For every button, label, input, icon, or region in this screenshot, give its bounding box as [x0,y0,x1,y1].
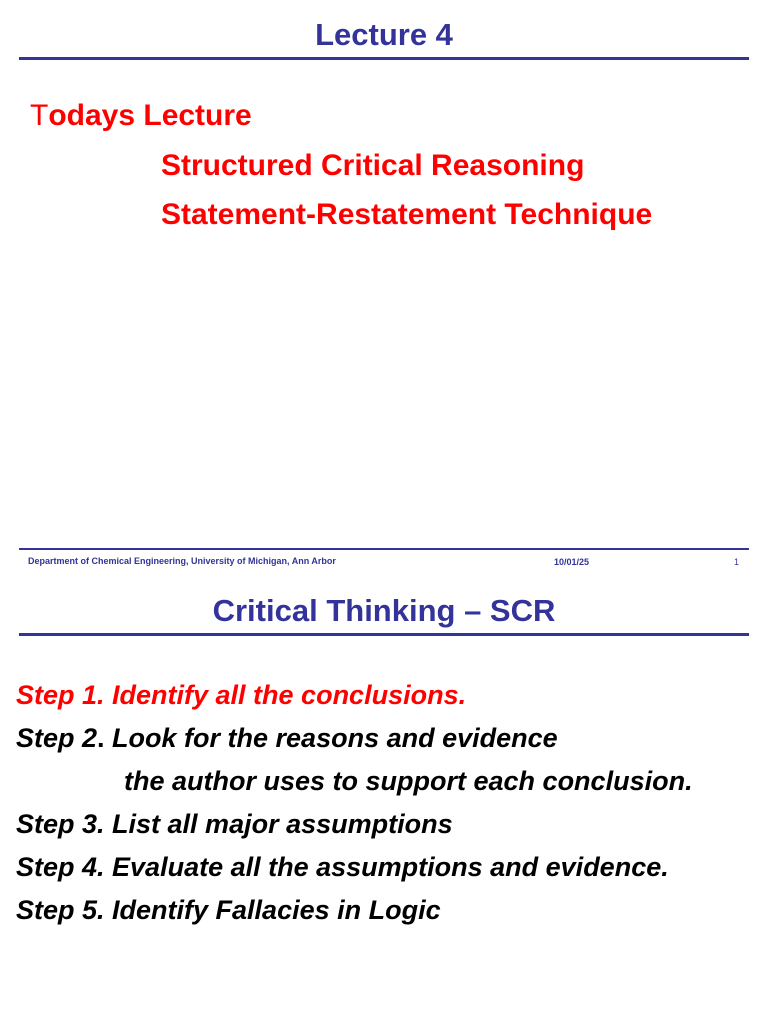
footer-department: Department of Chemical Engineering, University of Michigan, Ann Arbor [28,556,336,566]
todays-lecture-heading [30,98,252,134]
heading-rest: odays Lecture [48,99,252,132]
step-text: Identify all the conclusions. [104,680,467,710]
topic-structured-critical-reasoning: Structured Critical Reasoning [161,149,585,182]
title-underline [19,633,749,636]
step-2-continuation: the author uses to support each conclusion. [124,766,693,796]
topic-statement-restatement: Statement-Restatement Technique [161,198,653,231]
step-label: Step 2 [16,723,98,753]
step-text: List all major assumptions [104,809,453,839]
footer-date: 10/01/25 [554,557,590,567]
title-underline [19,57,749,60]
footer-rule [19,548,749,550]
slide-critical-thinking-scr [0,576,768,1024]
step-text: Evaluate all the assumptions and evidence. [104,852,669,882]
step-1 [16,678,466,712]
step-label: Step 1. [16,680,105,710]
slide-title: Lecture 4 [315,17,453,52]
step-label: Step 5. [16,895,105,925]
footer-page-number: 1 [734,557,740,567]
step-2 [16,721,558,755]
step-label: Step 3. [16,809,105,839]
step-5 [16,893,441,927]
step-separator: . [97,723,105,753]
step-text: Identify Fallacies in Logic [104,895,441,925]
step-text: Look for the reasons and evidence [104,723,558,753]
step-3 [16,807,453,841]
heading-first-letter: T [30,99,49,132]
step-4 [16,850,669,884]
slide-title: Critical Thinking – SCR [212,593,556,628]
step-label: Step 4. [16,852,105,882]
